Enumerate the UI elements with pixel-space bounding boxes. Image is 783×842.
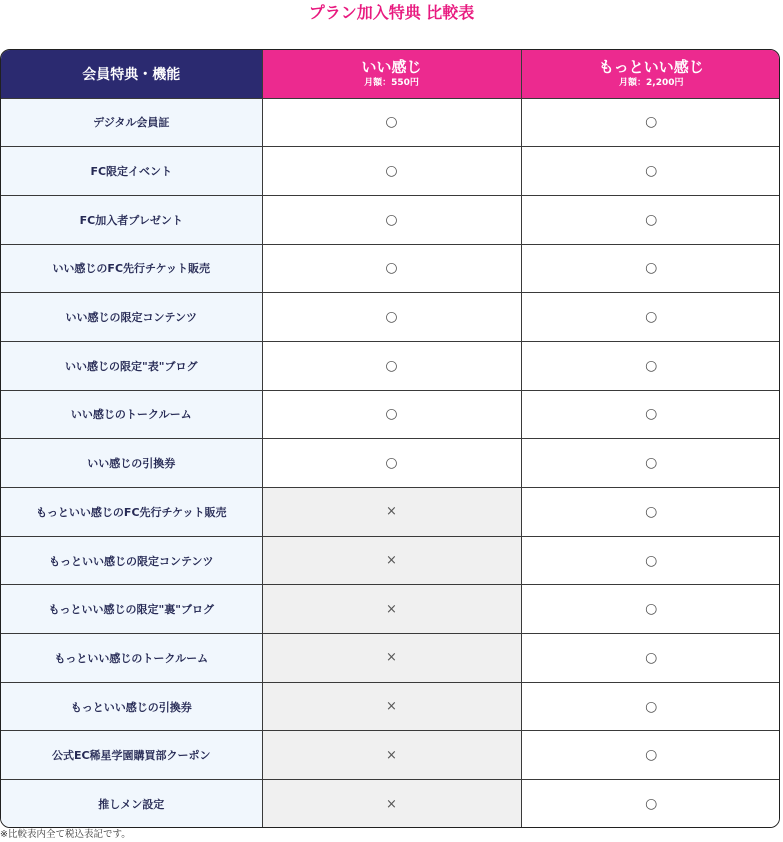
available-mark: ○ — [521, 682, 780, 731]
plan-header-motto-iikanji — [521, 50, 780, 98]
plan-name: いい感じ — [361, 58, 422, 77]
table-row — [1, 780, 780, 828]
available-mark: ○ — [521, 780, 780, 828]
available-mark: ○ — [521, 390, 780, 439]
feature-label: もっといい感じのFC先行チケット販売 — [1, 488, 262, 537]
page-title: プラン加入特典 比較表 — [308, 3, 475, 22]
feature-label: FC加入者プレゼント — [1, 195, 262, 244]
table-row — [1, 634, 780, 683]
available-mark: ○ — [521, 244, 780, 293]
unavailable-mark: × — [262, 488, 521, 537]
available-mark: ○ — [262, 98, 521, 147]
feature-label: もっといい感じの引換券 — [1, 682, 262, 731]
feature-label: もっといい感じの限定コンテンツ — [1, 536, 262, 585]
table-row — [1, 439, 780, 488]
feature-label: FC限定イベント — [1, 147, 262, 196]
table-row — [1, 536, 780, 585]
available-mark: ○ — [262, 195, 521, 244]
feature-label: いい感じのFC先行チケット販売 — [1, 244, 262, 293]
available-mark: ○ — [262, 341, 521, 390]
available-mark: ○ — [521, 731, 780, 780]
feature-label: いい感じの引換券 — [1, 439, 262, 488]
available-mark: ○ — [262, 390, 521, 439]
table-row — [1, 390, 780, 439]
table-row — [1, 488, 780, 537]
table-header-row — [1, 50, 780, 98]
table-row — [1, 731, 780, 780]
tax-footnote: ※比較表内全て税込表記です。 — [0, 829, 131, 840]
feature-label: いい感じの限定"表"ブログ — [1, 341, 262, 390]
table-row — [1, 585, 780, 634]
unavailable-mark: × — [262, 536, 521, 585]
available-mark: ○ — [262, 439, 521, 488]
available-mark: ○ — [521, 634, 780, 683]
table-row — [1, 293, 780, 342]
feature-label: 推しメン設定 — [1, 780, 262, 828]
comparison-table — [0, 49, 780, 828]
unavailable-mark: × — [262, 585, 521, 634]
unavailable-mark: × — [262, 682, 521, 731]
table-row — [1, 147, 780, 196]
table-row — [1, 98, 780, 147]
feature-label: デジタル会員証 — [1, 98, 262, 147]
plan-price: 月額：2,200円 — [619, 78, 684, 89]
feature-column-header: 会員特典・機能 — [1, 50, 262, 98]
feature-label: いい感じの限定コンテンツ — [1, 293, 262, 342]
available-mark: ○ — [521, 488, 780, 537]
unavailable-mark: × — [262, 780, 521, 828]
available-mark: ○ — [521, 536, 780, 585]
available-mark: ○ — [262, 293, 521, 342]
unavailable-mark: × — [262, 731, 521, 780]
available-mark: ○ — [521, 439, 780, 488]
table-row — [1, 341, 780, 390]
table-row — [1, 244, 780, 293]
feature-label: もっといい感じのトークルーム — [1, 634, 262, 683]
available-mark: ○ — [521, 147, 780, 196]
available-mark: ○ — [521, 195, 780, 244]
table-row — [1, 195, 780, 244]
available-mark: ○ — [521, 293, 780, 342]
feature-label: もっといい感じの限定"裏"ブログ — [1, 585, 262, 634]
plan-price: 月額：550円 — [364, 78, 419, 89]
unavailable-mark: × — [262, 634, 521, 683]
plan-header-iikanji — [262, 50, 521, 98]
feature-label: 公式EC稀星学園購買部クーポン — [1, 731, 262, 780]
available-mark: ○ — [521, 585, 780, 634]
available-mark: ○ — [521, 341, 780, 390]
available-mark: ○ — [262, 244, 521, 293]
plan-name: もっといい感じ — [598, 58, 704, 77]
feature-label: いい感じのトークルーム — [1, 390, 262, 439]
table-row — [1, 682, 780, 731]
available-mark: ○ — [262, 147, 521, 196]
available-mark: ○ — [521, 98, 780, 147]
